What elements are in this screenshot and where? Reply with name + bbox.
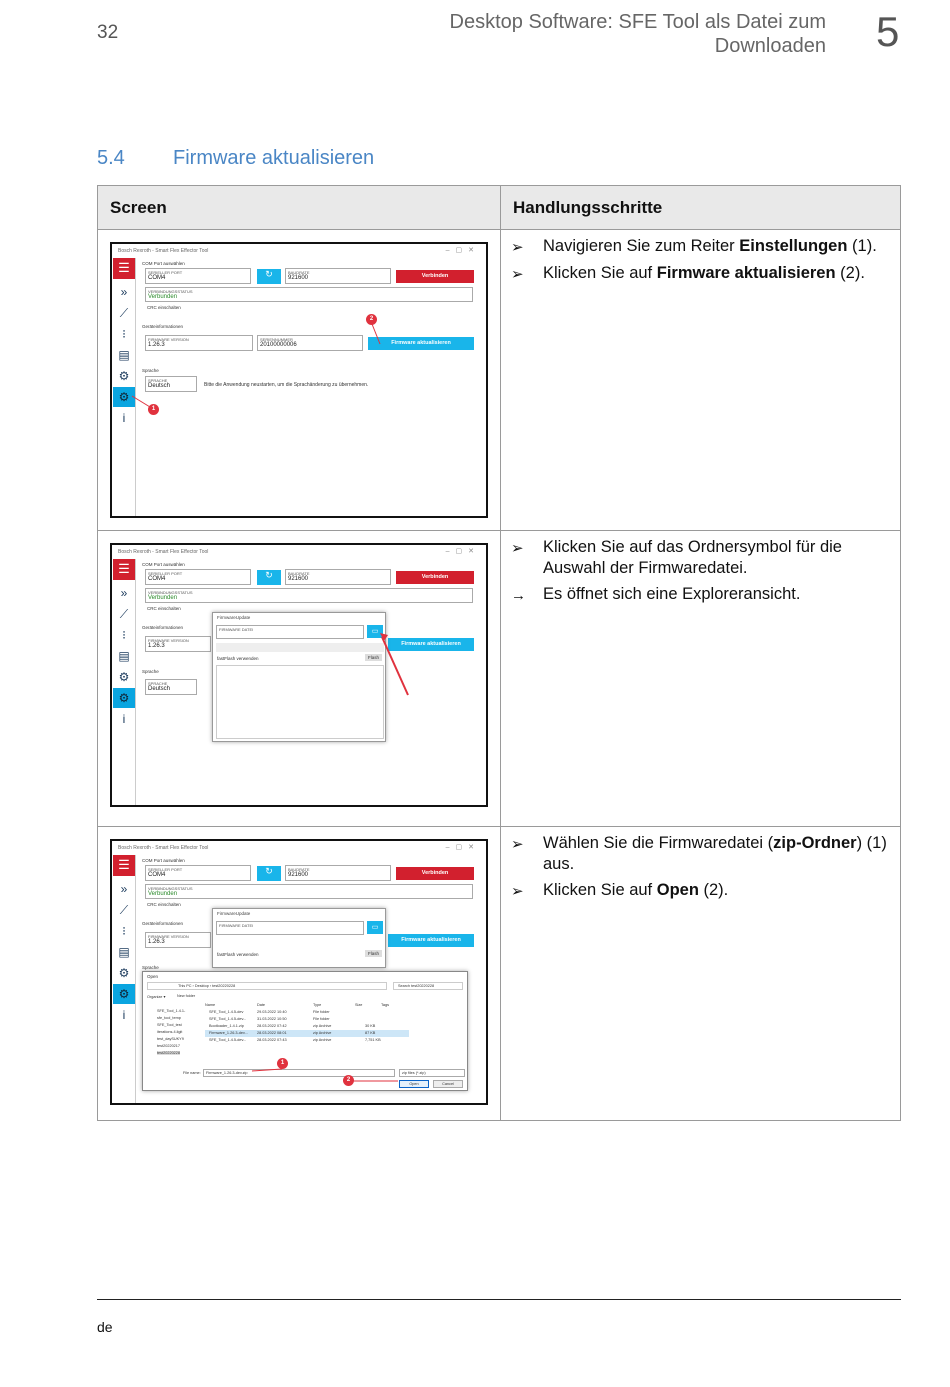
callout-marker-1: 1: [277, 1058, 288, 1069]
screen-cell: [98, 230, 501, 531]
chart-icon: ⟋: [119, 607, 129, 621]
language-hint: Bitte die Anwendung neustarten, um die Sprachänderung zu übernehmen.: [204, 382, 369, 388]
file-row: SFE_Tool_1.4.5-dev...: [209, 1038, 247, 1042]
steps-table: [97, 185, 901, 1121]
file-row: SFE_Tool_1.4.5-dev: [209, 1010, 244, 1014]
connect-icon: »: [120, 882, 128, 896]
baudrate-select: BAUDRATE 921600: [285, 569, 391, 585]
checklist-icon: ⁝: [122, 924, 126, 938]
column-header-steps: Handlungsschritte: [501, 186, 901, 230]
steps-cell: [501, 230, 901, 531]
file-name-label: File name:: [183, 1071, 201, 1075]
header-title-line1: Desktop Software: SFE Tool als Datei zum: [449, 11, 826, 33]
flash-button: Flash: [365, 654, 382, 661]
screen-cell: [98, 531, 501, 827]
menu-icon: ☰: [113, 855, 135, 876]
chart-icon: ⟋: [119, 306, 129, 320]
firmware-update-button: Firmware aktualisieren: [388, 638, 474, 651]
dialog-title: FirmwareUpdate: [217, 911, 251, 916]
firmware-file-field: FIRMWARE DATEI: [216, 921, 364, 935]
callout-lines: [112, 545, 488, 807]
callout-marker-1: 1: [148, 404, 159, 415]
menu-icon: ☰: [113, 258, 135, 279]
file-type: zip Archive: [313, 1038, 332, 1042]
firmware-file-field: FIRMWARE DATEI: [216, 625, 364, 639]
footer-rule: [97, 1299, 901, 1300]
section-number: 5.4: [97, 147, 125, 169]
clipboard-icon: ▤: [118, 945, 130, 959]
connect-button: Verbinden: [396, 571, 474, 584]
device-info-heading: Geräteinformationen: [142, 324, 184, 329]
step-item: ➢ Klicken Sie auf Firmware aktualisieren (2).: [511, 264, 865, 283]
firmware-version-field: FIRMWARE VERSION 1.26.3: [145, 932, 211, 948]
clipboard-icon: ▤: [118, 348, 130, 362]
step-item: ➢ Klicken Sie auf Open (2).: [511, 881, 729, 900]
app-screenshot-open-dialog: [110, 839, 488, 1105]
column-header-screen: Screen: [98, 186, 501, 230]
crc-checkbox: CRC einschalten: [147, 305, 181, 310]
table-row: [98, 531, 901, 827]
com-port-heading: COM Port auswählen: [142, 261, 185, 266]
window-title: Bosch Rexroth - Smart Flex Effector Tool: [118, 248, 209, 254]
table-row: [98, 230, 901, 531]
step-item: ➢ Wählen Sie die Firmwaredatei (zip-Ordner) (1) aus.: [511, 834, 887, 873]
column-type: Type: [313, 1003, 322, 1007]
file-size: 30 KB: [365, 1024, 376, 1028]
connect-button: Verbinden: [396, 867, 474, 880]
device-info-heading: Geräteinformationen: [142, 921, 184, 926]
chapter-number: 5: [876, 8, 900, 55]
gears-icon: ⚙: [118, 670, 130, 684]
steps-cell: [501, 531, 901, 827]
section-title: Firmware aktualisieren: [173, 147, 375, 169]
com-port-heading: COM Port auswählen: [142, 562, 185, 567]
checklist-icon: ⁝: [122, 327, 126, 341]
tree-item: SFE_Tool_test: [157, 1023, 182, 1027]
language-heading: Sprache: [142, 669, 159, 674]
address-bar: This PC › Desktop › test20220228: [147, 982, 387, 990]
menu-icon: ☰: [113, 559, 135, 580]
language-select: SPRACHE Deutsch: [145, 679, 197, 695]
callout-lines: [112, 244, 488, 518]
callout-marker-2: 2: [343, 1075, 354, 1086]
page-number: 32: [97, 22, 119, 43]
file-type: zip Archive: [313, 1024, 332, 1028]
steps-cell: [501, 827, 901, 1121]
firmware-update-button: Firmware aktualisieren: [368, 337, 474, 350]
callout-marker-2: 2: [366, 314, 377, 325]
step-item: → Es öffnet sich eine Exploreransicht.: [511, 585, 801, 604]
open-dialog-title: Open: [147, 974, 159, 979]
tree-item: sfe_tool_temp: [157, 1016, 181, 1020]
connection-status-field: VERBINDUNGSSTATUS Verbunden: [145, 884, 473, 899]
tree-item: test_daySUKY9: [157, 1037, 184, 1041]
tree-item-selected: test20220228: [157, 1051, 181, 1055]
language-select: SPRACHE Deutsch: [145, 376, 197, 392]
window-title: Bosch Rexroth - Smart Flex Effector Tool: [118, 549, 209, 555]
tree-item: SFE_Tool_1.4.1-: [157, 1009, 186, 1013]
serial-port-select: SERIELLER PORT COM4: [145, 569, 251, 585]
step-item: ➢ Navigieren Sie zum Reiter Einstellungen (1).: [511, 237, 877, 256]
file-date: 28.03.2022 08:01: [257, 1031, 287, 1035]
serial-port-select: SERIELLER PORT COM4: [145, 268, 251, 284]
refresh-icon: ↻: [257, 866, 281, 881]
callout-lines: [112, 841, 488, 1105]
refresh-icon: ↻: [257, 570, 281, 585]
window-title: Bosch Rexroth - Smart Flex Effector Tool: [118, 845, 209, 851]
window-controls: –▢✕: [445, 844, 480, 851]
cancel-button: Cancel: [433, 1080, 463, 1088]
chart-icon: ⟋: [119, 903, 129, 917]
folder-icon: ▭: [367, 625, 383, 638]
baudrate-select: BAUDRATE 921600: [285, 865, 391, 881]
firmware-version-field: FIRMWARE VERSION 1.26.3: [145, 636, 211, 652]
firmware-update-button: Firmware aktualisieren: [388, 934, 474, 947]
flash-button: Flash: [365, 950, 382, 957]
file-size: 87 KB: [365, 1031, 376, 1035]
serial-number-field: SERIENNUMMER 20100000006: [257, 335, 363, 351]
file-row-selected: Firmware_1.26.3-dev...: [209, 1031, 248, 1035]
search-box: Search test20220228: [393, 982, 463, 990]
gears-icon: ⚙: [118, 966, 130, 980]
language-heading: Sprache: [142, 965, 159, 970]
new-folder-button: New folder: [177, 994, 196, 998]
file-date: 29.03.2022 10:40: [257, 1010, 287, 1014]
com-port-heading: COM Port auswählen: [142, 858, 185, 863]
info-icon: i: [122, 411, 126, 425]
fastflash-checkbox: fastFlash verwenden: [217, 952, 259, 957]
step-item: ➢ Klicken Sie auf das Ordnersymbol für die Auswahl der Firmwaredatei.: [511, 538, 842, 577]
connection-status-field: VERBINDUNGSSTATUS Verbunden: [145, 287, 473, 302]
page-header-title: [386, 10, 826, 58]
dialog-title: FirmwareUpdate: [217, 615, 251, 620]
connect-button: Verbinden: [396, 270, 474, 283]
file-size: 7,751 KB: [365, 1038, 381, 1042]
app-screenshot-settings: [110, 242, 488, 518]
file-row: Bootloader_1.4.1.zip: [209, 1024, 244, 1028]
firmware-version-field: FIRMWARE VERSION 1.26.3: [145, 335, 253, 351]
file-type: zip Archive: [313, 1031, 332, 1035]
language-heading: Sprache: [142, 368, 159, 373]
organize-menu: Organize ▾: [147, 995, 166, 999]
app-screenshot-firmware-dialog: [110, 543, 488, 807]
file-date: 31.03.2022 10:50: [257, 1017, 287, 1021]
connection-status-field: VERBINDUNGSSTATUS Verbunden: [145, 588, 473, 603]
refresh-icon: ↻: [257, 269, 281, 284]
window-controls: –▢✕: [445, 247, 480, 254]
file-date: 28.03.2022 07:42: [257, 1024, 287, 1028]
file-type: File folder: [313, 1017, 330, 1021]
folder-icon: ▭: [367, 921, 383, 934]
file-name-input: Firmware_1.26.3-dev.zip: [203, 1069, 395, 1077]
footer-language: de: [97, 1319, 113, 1335]
column-date: Date: [257, 1003, 266, 1007]
settings-icon: ⚙: [113, 387, 135, 407]
screen-cell: [98, 827, 501, 1121]
crc-checkbox: CRC einschalten: [147, 902, 181, 907]
file-type: File folder: [313, 1010, 330, 1014]
header-title-line2: Downloaden: [714, 35, 826, 57]
file-date: 28.03.2022 07:43: [257, 1038, 287, 1042]
clipboard-icon: ▤: [118, 649, 130, 663]
fastflash-checkbox: fastFlash verwenden: [217, 656, 259, 661]
table-row: [98, 827, 901, 1121]
baudrate-select: BAUDRATE 921600: [285, 268, 391, 284]
connect-icon: »: [120, 285, 128, 299]
column-name: Name: [205, 1003, 216, 1007]
column-size: Size: [355, 1003, 363, 1007]
settings-icon: ⚙: [113, 984, 135, 1004]
tree-item: iterations.4.ligit: [157, 1030, 183, 1034]
column-tags: Tags: [381, 1003, 390, 1007]
window-controls: –▢✕: [445, 548, 480, 555]
serial-port-select: SERIELLER PORT COM4: [145, 865, 251, 881]
file-row: SFE_Tool_1.4.5-dev...: [209, 1017, 247, 1021]
connect-icon: »: [120, 586, 128, 600]
info-icon: i: [122, 712, 126, 726]
device-info-heading: Geräteinformationen: [142, 625, 184, 630]
checklist-icon: ⁝: [122, 628, 126, 642]
file-type-select: zip files (*.zip): [399, 1069, 465, 1077]
tree-item: test20220217: [157, 1044, 181, 1048]
gears-icon: ⚙: [118, 369, 130, 383]
open-button: Open: [399, 1080, 429, 1088]
crc-checkbox: CRC einschalten: [147, 606, 181, 611]
settings-icon: ⚙: [113, 688, 135, 708]
info-icon: i: [122, 1008, 126, 1022]
